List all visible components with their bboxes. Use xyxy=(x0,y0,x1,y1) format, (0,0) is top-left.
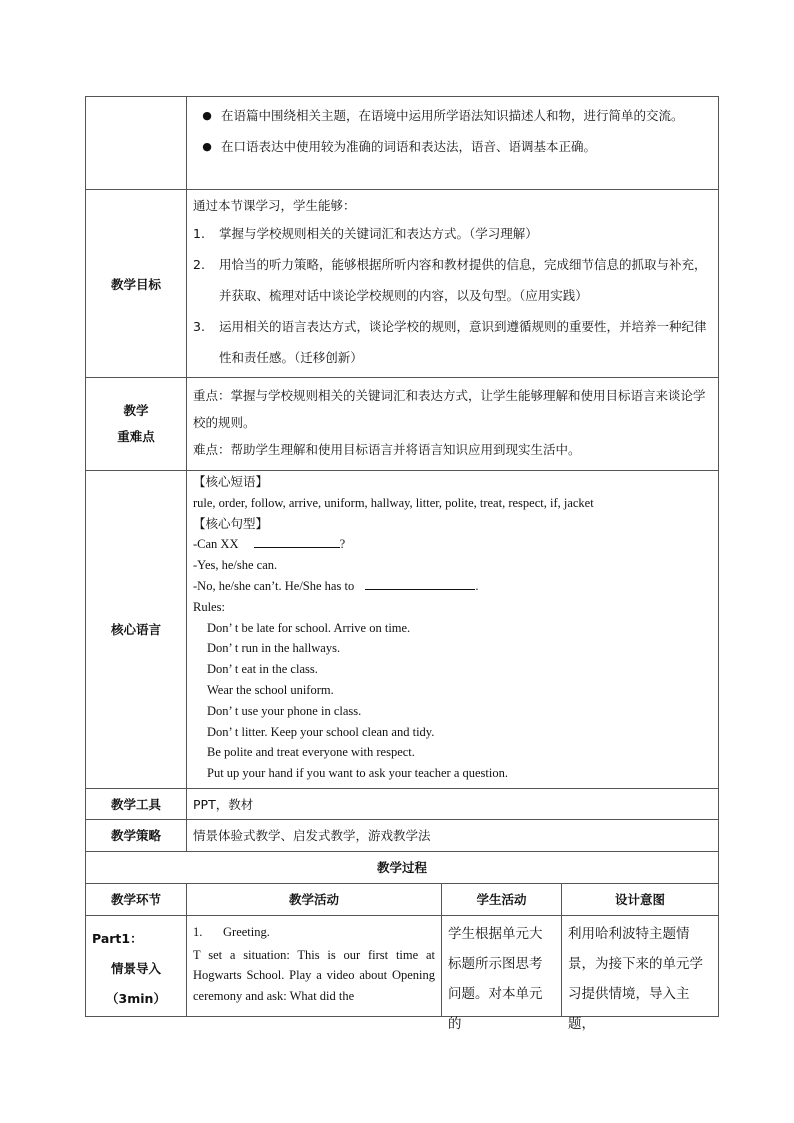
rule-item: Don’ t be late for school. Arrive on time. xyxy=(207,620,411,635)
key-points-row xyxy=(86,378,719,471)
key-points-label xyxy=(86,378,187,471)
bullet-item xyxy=(193,100,712,131)
sentence-question xyxy=(193,534,712,555)
key-points-difficulty: 难点：帮助学生理解和使用目标语言并将语言知识应用到现实生活中。 xyxy=(193,442,581,457)
objective-item xyxy=(193,249,712,311)
key-points-label-line2: 重难点 xyxy=(117,429,155,444)
phrases-list: rule, order, follow, arrive, uniform, hallway, litter, polite, treat, respect, if, jacket xyxy=(193,495,594,510)
rule-item: Don’ t eat in the class. xyxy=(207,662,318,677)
objectives-cell xyxy=(187,190,719,378)
abilities-cell xyxy=(187,97,719,190)
part1-stage-cell xyxy=(86,915,187,1016)
part1-student-text: 学生根据单元大标题所示图思考问题。对本单元的 xyxy=(448,925,543,1032)
fill-blank xyxy=(254,536,340,548)
process-title: 教学过程 xyxy=(86,851,719,883)
process-part1-row xyxy=(86,915,719,1016)
fill-blank xyxy=(365,578,475,590)
core-language-label: 核心语言 xyxy=(86,471,187,789)
part1-activity-text: T set a situation: This is our first time at Hogwarts School. Play a video about Opening ceremony and ask: What did the xyxy=(193,947,435,1003)
part1-intent-text: 利用哈利波特主题情景，为接下来的单元学习提供情境，导入主题， xyxy=(568,925,703,1032)
strategy-row xyxy=(86,819,719,851)
part1-intent-cell xyxy=(562,915,719,1032)
header-student: 学生活动 xyxy=(442,883,562,915)
objective-item xyxy=(193,218,712,249)
tools-row xyxy=(86,788,719,819)
lesson-plan-table xyxy=(85,96,719,1032)
objective-item xyxy=(193,311,712,373)
sentences-title: 【核心句型】 xyxy=(193,515,269,531)
strategy-label: 教学策略 xyxy=(86,819,187,851)
rule-item: Wear the school uniform. xyxy=(207,682,334,697)
process-header-row xyxy=(86,883,719,915)
part1-activity-number: 1. xyxy=(193,924,203,939)
key-points-label-line1: 教学 xyxy=(123,403,149,418)
part1-student-cell xyxy=(442,915,562,1032)
part1-stage-line2: 情景导入 xyxy=(110,960,161,976)
phrases-title: 【核心短语】 xyxy=(193,474,269,489)
key-points-focus: 重点：掌握与学校规则相关的关键词汇和表达方式，让学生能够理解和使用目标语言来谈论学校的规则。 xyxy=(193,388,706,430)
objectives-intro: 通过本节课学习，学生能够： xyxy=(193,198,356,213)
rules-title: Rules: xyxy=(193,599,225,614)
rule-item: Don’ t litter. Keep your school clean and tidy. xyxy=(207,724,435,739)
bullet-item xyxy=(193,131,712,162)
tools-label: 教学工具 xyxy=(86,788,187,819)
part1-activity-title-text: Greeting. xyxy=(223,924,270,939)
bullet-text: 在语篇中围绕相关主题，在语境中运用所学语法知识描述人和物，进行简单的交流。 xyxy=(221,108,684,123)
objective-text: 用恰当的听力策略，能够根据所听内容和教材提供的信息，完成细节信息的抓取与补充，并获取、梳理对话中谈论学校规则的内容，以及句型。（应用实践） xyxy=(219,257,707,303)
part1-stage-line1: Part1： xyxy=(92,930,143,946)
objective-text: 运用相关的语言表达方式，谈论学校的规则，意识到遵循规则的重要性，并培养一种纪律性和责任感。（迁移创新） xyxy=(219,319,707,365)
header-intent: 设计意图 xyxy=(562,883,719,915)
objectives-row xyxy=(86,190,719,378)
objective-text: 掌握与学校规则相关的关键词汇和表达方式。（学习理解） xyxy=(219,226,538,241)
sentence-answer-no-end: . xyxy=(475,578,479,593)
bullet-text: 在口语表达中使用较为准确的词语和表达法，语音、语调基本正确。 xyxy=(221,139,597,154)
header-activity: 教学活动 xyxy=(187,883,442,915)
sentence-answer-no xyxy=(193,576,712,597)
rule-item: Don’ t use your phone in class. xyxy=(207,703,362,718)
objective-number: 3. xyxy=(193,319,205,334)
sentence-question-end: ? xyxy=(339,537,346,552)
part1-activity-cell xyxy=(187,915,442,1016)
objective-number: 2. xyxy=(193,257,205,272)
abilities-label-cell xyxy=(86,97,187,190)
strategy-value: 情景体验式教学、启发式教学，游戏教学法 xyxy=(187,819,719,851)
part1-stage-line3: （3min） xyxy=(106,990,166,1006)
key-points-cell xyxy=(187,378,719,471)
tools-value: PPT，教材 xyxy=(187,788,719,819)
rule-item: Put up your hand if you want to ask your teacher a question. xyxy=(207,766,508,781)
objective-number: 1. xyxy=(193,226,205,241)
bullet-icon: ● xyxy=(202,109,212,122)
sentence-question-text: -Can XX xyxy=(193,537,239,552)
objectives-label: 教学目标 xyxy=(86,190,187,378)
sentence-answer-no-text: -No, he/she can’t. He/She has to xyxy=(193,578,355,593)
abilities-row xyxy=(86,97,719,190)
bullet-icon: ● xyxy=(202,140,212,153)
core-language-cell xyxy=(187,471,719,789)
part1-activity-title xyxy=(193,919,435,945)
sentence-answer-yes: -Yes, he/she can. xyxy=(193,558,278,573)
core-language-row xyxy=(86,471,719,789)
header-stage: 教学环节 xyxy=(86,883,187,915)
rule-item: Be polite and treat everyone with respect. xyxy=(207,745,415,760)
rule-item: Don’ t run in the hallways. xyxy=(207,641,341,656)
process-title-row xyxy=(86,851,719,883)
